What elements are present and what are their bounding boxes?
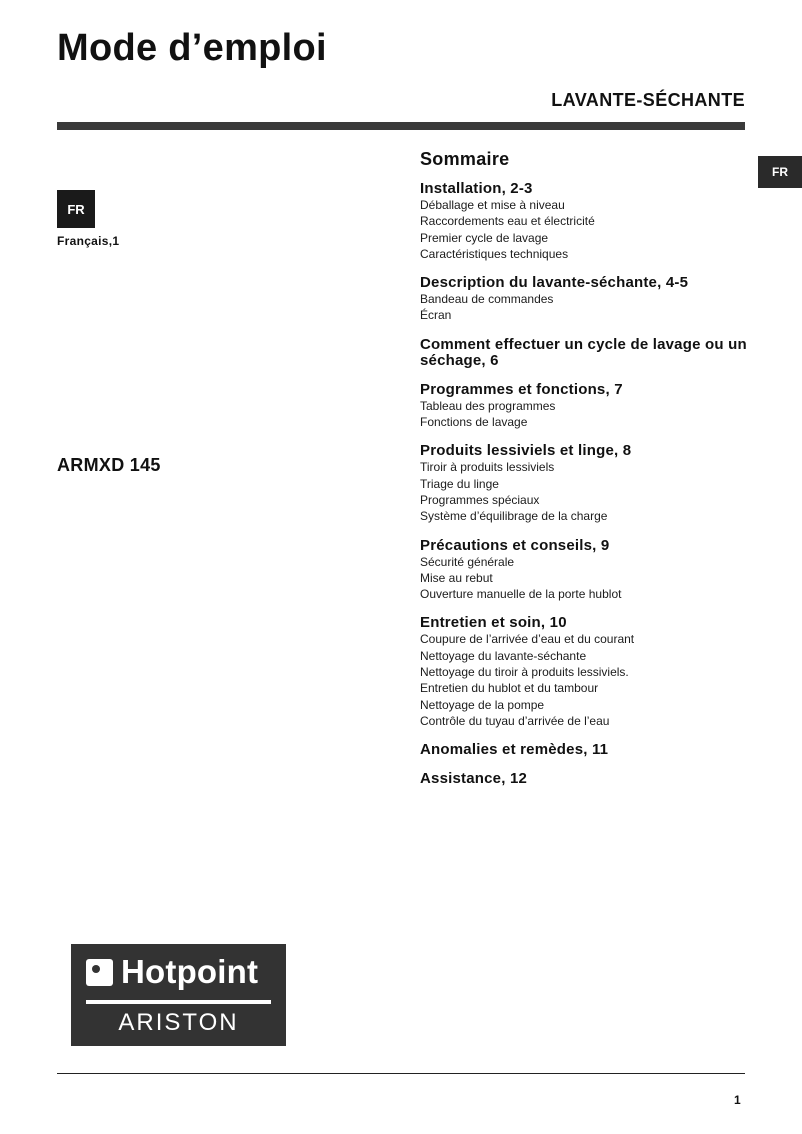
toc-section-heading: Description du lavante-séchante, 4-5: [420, 274, 689, 292]
toc-item: Contrôle du tuyau d’arrivée de l’eau: [420, 713, 610, 728]
page-title: Mode d’emploi: [57, 27, 327, 69]
toc-section-heading: Précautions et conseils, 9: [420, 536, 610, 554]
toc-item: Ouverture manuelle de la porte hublot: [420, 587, 622, 602]
language-page-reference: Français,1: [57, 234, 120, 248]
toc-section: [420, 443, 750, 524]
toc-section: [420, 615, 750, 729]
toc-item: Déballage et mise à niveau: [420, 198, 565, 212]
toc-section-heading: Comment effectuer un cycle de lavage ou un séchage, 6: [420, 335, 747, 369]
toc-item: Fonctions de lavage: [420, 415, 528, 430]
toc-section: [420, 382, 750, 431]
product-type-subtitle: LAVANTE-SÉCHANTE: [551, 90, 745, 110]
logo-square-icon: [86, 959, 113, 986]
toc-section-heading: Installation, 2-3: [420, 180, 533, 197]
toc-sections: [420, 181, 750, 787]
table-of-contents: [420, 147, 750, 800]
toc-item: Caractéristiques techniques: [420, 246, 569, 261]
model-number: ARMXD 145: [57, 455, 161, 475]
toc-section: [420, 337, 750, 369]
page-number: 1: [734, 1093, 741, 1107]
toc-section-heading: Programmes et fonctions, 7: [420, 380, 623, 398]
toc-section-heading: Anomalies et remèdes, 11: [420, 741, 609, 759]
toc-item: Programmes spéciaux: [420, 492, 540, 507]
logo-wordmark-primary: Hotpoint: [121, 953, 259, 990]
language-tab: FR: [758, 156, 802, 188]
language-badge: FR: [57, 190, 95, 228]
toc-section: [420, 181, 750, 262]
toc-item: Sécurité générale: [420, 554, 515, 569]
header-divider: [57, 122, 745, 130]
toc-item: Coupure de l’arrivée d’eau et du courant: [420, 632, 635, 647]
toc-item: Mise au rebut: [420, 570, 493, 585]
toc-item: Nettoyage du tiroir à produits lessiviels.: [420, 665, 629, 680]
toc-section-heading: Assistance, 12: [420, 770, 528, 788]
logo-dot-icon: [92, 965, 100, 973]
toc-section: [420, 771, 750, 787]
toc-section: [420, 275, 750, 324]
toc-section: [420, 742, 750, 758]
toc-item: Raccordements eau et électricité: [420, 214, 595, 229]
toc-item: Tiroir à produits lessiviels: [420, 460, 555, 475]
logo-divider: [86, 1000, 271, 1004]
toc-section: [420, 538, 750, 603]
toc-section-heading: Produits lessiviels et linge, 8: [420, 442, 632, 460]
toc-item: Écran: [420, 308, 452, 323]
toc-item: Triage du linge: [420, 476, 499, 491]
toc-item: Nettoyage du lavante-séchante: [420, 648, 587, 663]
toc-item: Entretien du hublot et du tambour: [420, 681, 599, 696]
footer-divider: [57, 1073, 745, 1074]
toc-section-heading: Entretien et soin, 10: [420, 614, 567, 632]
brand-logo: [71, 944, 286, 1046]
logo-wordmark-secondary: ARISTON: [118, 1009, 239, 1036]
toc-item: Système d’équilibrage de la charge: [420, 509, 608, 524]
toc-item: Nettoyage de la pompe: [420, 697, 545, 712]
toc-title: Sommaire: [420, 149, 510, 169]
toc-item: Tableau des programmes: [420, 398, 556, 413]
toc-item: Premier cycle de lavage: [420, 230, 549, 245]
toc-item: Bandeau de commandes: [420, 292, 554, 307]
